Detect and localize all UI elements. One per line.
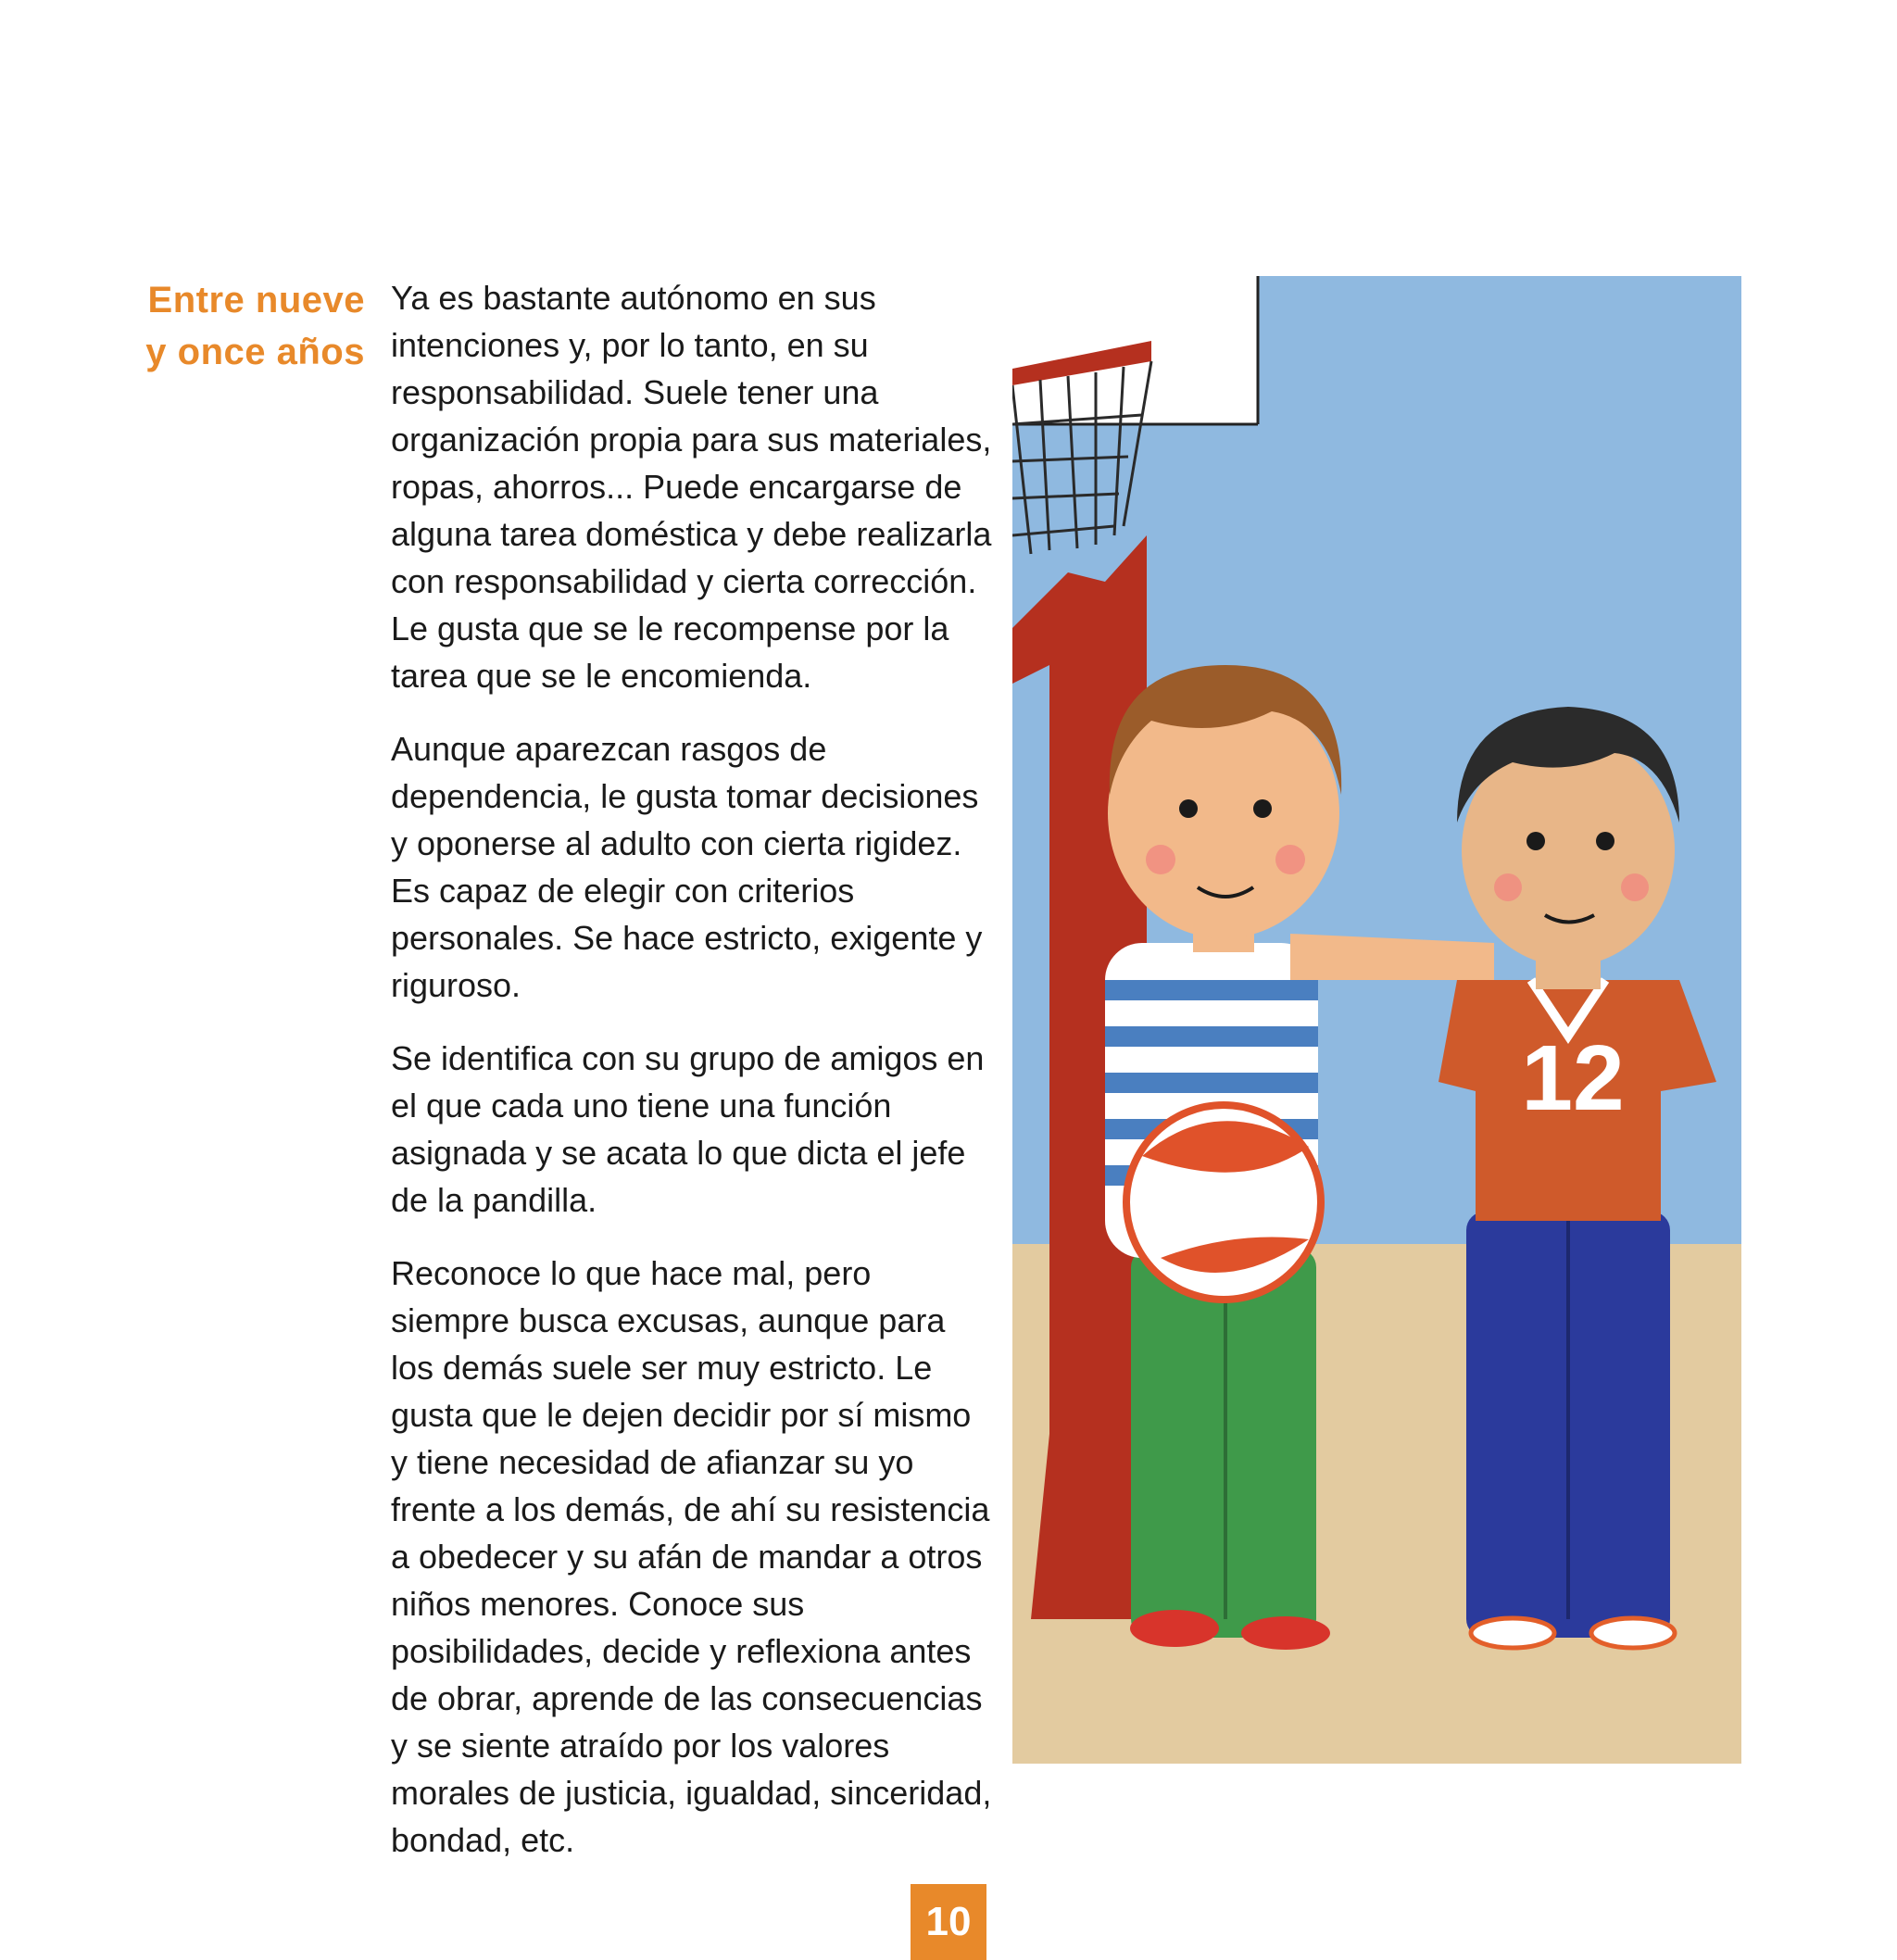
paragraph-4: Reconoce lo que hace mal, pero siempre busca excusas, aunque para los demás suele ser muy estricto. Le gusta que le dejen decidir por sí mismo y tiene necesidad de afianzar su yo frente a los demás, de ahí su resistencia a obedecer y su afán de mandar a otros niños menores. Conoce sus posibilidades, decide y reflexiona antes de obrar, aprende de las consecuencias y se siente atraído por los valores morales de justicia, igualdad, sinceridad, bondad, etc. [391, 1254, 992, 1859]
boy-left-shoe-right [1241, 1616, 1330, 1650]
boy-left-shoe-left [1130, 1610, 1219, 1647]
section-heading-line-1: Entre nueve [147, 280, 365, 320]
boy-left [1105, 665, 1341, 1650]
boy-right-shoe-right [1591, 1618, 1675, 1648]
jersey-number: 12 [1521, 1026, 1625, 1130]
section-heading [115, 274, 365, 378]
section-heading-line-2: y once años [145, 332, 365, 372]
page-number: 10 [911, 1884, 986, 1960]
paragraph-1: Ya es bastante autónomo en sus intenciones y, por lo tanto, en su responsabilidad. Suele tener una organización propia para sus materiales, ropas, ahorros... Puede encargarse de alguna tarea doméstica y debe realizarla con responsabilidad y cierta corrección. Le gusta que se le recompense por la tarea que se le encomienda. [391, 279, 992, 695]
illustration-svg [1012, 276, 1741, 1764]
two-boys-basketball-illustration [1012, 276, 1741, 1764]
paragraph-3: Se identifica con su grupo de amigos en el que cada uno tiene una función asignada y se acata lo que dicta el jefe de la pandilla. [391, 1039, 985, 1219]
body-text [391, 274, 993, 1890]
boy-right-shoe-left [1471, 1618, 1554, 1648]
paragraph-2: Aunque aparezcan rasgos de dependencia, le gusta tomar decisiones y oponerse al adulto con cierta rigidez. Es capaz de elegir con criterios personales. Se hace estricto, exigente y riguroso. [391, 730, 983, 1004]
